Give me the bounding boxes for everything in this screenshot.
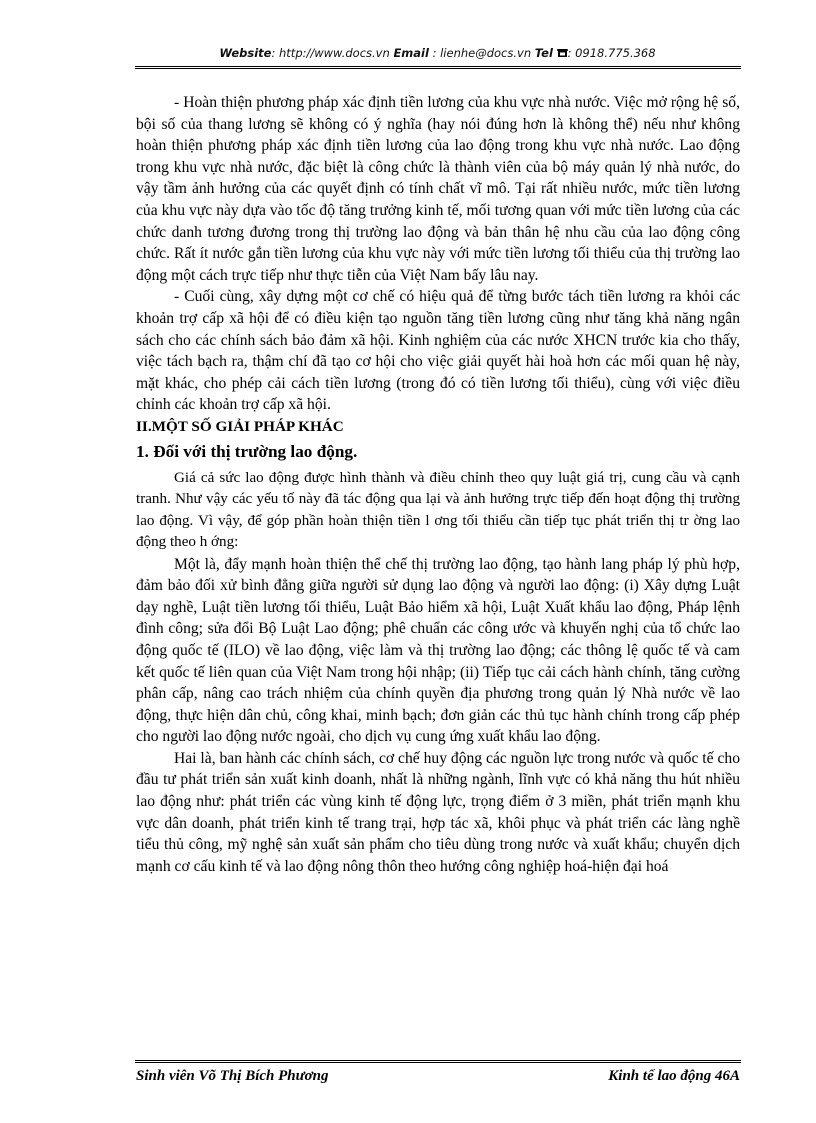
paragraph-2: - Cuối cùng, xây dựng một cơ chế có hiệu quả để từng bước tách tiền lương ra khỏi các khoản trợ cấp xã hội để có điều kiện tạo nguồn tăng tiền lương cũng như tăng khả năng ngân sách cho các chính sách bảo đảm xã hội. Kinh nghiệm của các nước XHCN trước kia cho thấy, việc tách bạch ra, thậm chí đã tạo cơ hội cho việc giải quyết hài hoà hơn các mối quan hệ này, mặt khác, cho phép cải cách tiền lương (trong đó có tiền lương tối thiểu), cùng với việc điều chỉnh các khoản trợ cấp xã hội. <box>136 288 740 414</box>
paragraph-5: Hai là, ban hành các chính sách, cơ chế huy động các nguồn lực trong nước và quốc tế cho đầu tư phát triển sản xuất kinh doanh, nhất là những ngành, lĩnh vực có khả năng thu hút nhiều lao động như: phát triển các vùng kinh tế động lực, trọng điểm ở 3 miền, phát triển mạnh khu vực dân doanh, phát triển kinh tế trang trại, hợp tác xã, khôi phục và phát triển các làng nghề tiểu thủ công, mỹ nghệ sản xuất sản phẩm cho tiêu dùng trong nước và xuất khẩu; chuyển dịch mạnh cơ cấu kinh tế và lao động nông thôn theo hướng công nghiệp hoá-hiện đại hoá <box>136 749 740 875</box>
sub-heading: 1. Đối với thị trường lao động. <box>136 441 358 461</box>
paragraph-4: Một là, đẩy mạnh hoàn thiện thể chế thị trường lao động, tạo hành lang pháp lý phù hợp, đảm bảo đối xử bình đẳng giữa người sử dụng lao động và người lao động: (i) Xây dựng Luật dạy nghề, Luật tiền lương tối thiểu, Luật Bảo hiểm xã hội, Luật Xuất khẩu lao động, Pháp lệnh đình công; sửa đổi Bộ Luật Lao động; phê chuẩn các công ước và khuyến nghị của tổ chức lao động quốc tế (ILO) về lao động, việc làm và thị trường lao động; các thông lệ quốc tế và cam kết quốc tế liên quan của Việt Nam trong hội nhập; (ii) Tiếp tục cải cách hành chính, tăng cường phân cấp, nâng cao trách nhiệm của chính quyền địa phương trong quản lý Nhà nước về lao động, thực hiện dân chủ, công khai, minh bạch; đơn giản các thủ tục hành chính trong cấp phép cho người lao động nước ngoài, cho dịch vụ cung ứng xuất khẩu lao động. <box>136 555 740 746</box>
paragraph-1: - Hoàn thiện phương pháp xác định tiền lương của khu vực nhà nước. Việc mở rộng hệ số, bội số của thang lương sẽ không có ý nghĩa (hay nói đúng hơn là không thể) nếu như không hoàn thiện phương pháp xác định tiền lương của lao động trong khu vực nhà nước. Lao động trong khu vực nhà nước, đặc biệt là công chức là thành viên của bộ máy quản lý nhà nước, do vậy tầm ảnh hưởng của các quyết định có tính chất vĩ mô. Tại rất nhiều nước, mức tiền lương của khu vực này dựa vào tốc độ tăng trưởng kinh tế, mối tương quan với mức tiền lương của các chức danh tương đương trong thị trường lao động và bản thân hệ nhu cầu của lao động công chức. Rất ít nước gắn tiền lương của khu vực này với mức tiền lương tối thiểu của thị trường lao động một cách trực tiếp như thực tiễn của Việt Nam bấy lâu nay. <box>136 94 740 284</box>
paragraph-3: Giá cả sức lao động được hình thành và điều chỉnh theo quy luật giá trị, cung cầu và cạnh tranh. Như vậy các yếu tố này đã tác động qua lại và ảnh hưởng trực tiếp đến hoạt động thị trường lao động. Vì vậy, để góp phần hoàn thiện tiền l ơng tối thiểu cần tiếp tục phát triển thị tr ờng lao động theo h ớng: <box>136 469 740 551</box>
page-header <box>135 46 740 60</box>
document-body <box>136 92 740 877</box>
footer-rule <box>135 1060 741 1063</box>
footer-course: Kinh tế lao động 46A <box>608 1068 740 1084</box>
email-label: Email <box>393 46 429 60</box>
tel-value: : 0918.775.368 <box>567 46 656 60</box>
website-label: Website <box>219 46 272 60</box>
phone-icon <box>557 47 568 57</box>
header-rule <box>135 66 741 69</box>
footer-author: Sinh viên Võ Thị Bích Phương <box>136 1068 329 1084</box>
section-heading: II.MỘT SỐ GIẢI PHÁP KHÁC <box>136 417 344 435</box>
tel-label: Tel <box>534 46 553 60</box>
email-value: : lienhe@docs.vn <box>432 46 532 60</box>
website-value: : http://www.docs.vn <box>271 46 390 60</box>
